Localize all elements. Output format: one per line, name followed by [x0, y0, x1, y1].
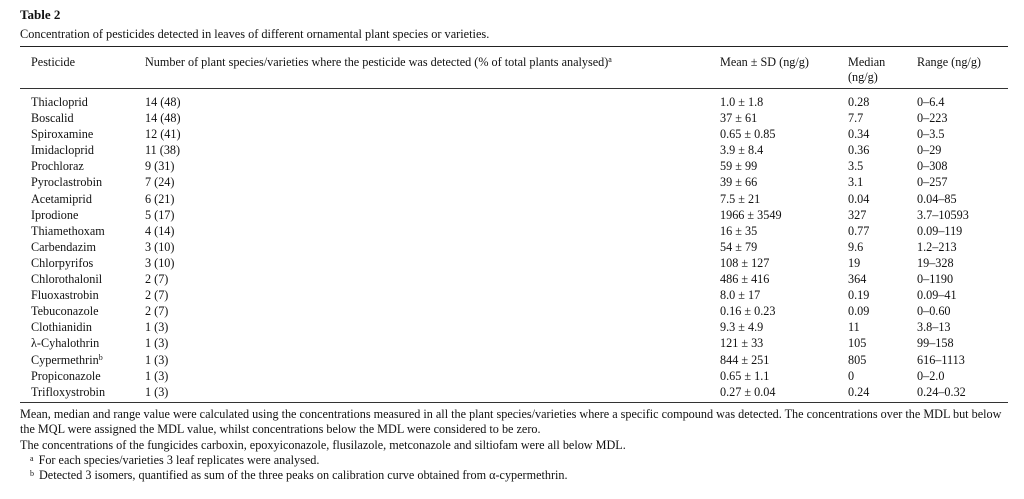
table-row — [0, 271, 1024, 287]
footnote-b-text: Detected 3 isomers, quantified as sum of the three peaks on calibration curve obtained from α-cypermethrin. — [39, 468, 568, 483]
cell-number: 3 (10) — [145, 239, 175, 254]
cell-pesticide — [31, 174, 102, 190]
cell-range: 0–257 — [917, 175, 948, 190]
cell-pesticide — [31, 287, 99, 303]
cell-mean-sd: 16 ± 35 — [720, 223, 758, 238]
table-row — [0, 207, 1024, 223]
cell-pesticide — [31, 207, 78, 223]
cell-mean-sd: 59 ± 99 — [720, 159, 758, 174]
table-row — [0, 335, 1024, 351]
cell-range: 1.2–213 — [917, 239, 957, 254]
cell-mean-sd: 7.5 ± 21 — [720, 191, 761, 206]
cell-number: 1 (3) — [145, 336, 169, 351]
table-row — [0, 174, 1024, 190]
cell-median: 327 — [848, 207, 867, 222]
footnote-a-mark: a — [30, 453, 34, 463]
cell-mean-sd: 0.65 ± 1.1 — [720, 368, 770, 383]
pesticide-name: Chlorothalonil — [31, 272, 103, 287]
table-row — [0, 126, 1024, 142]
cell-pesticide — [31, 335, 99, 351]
pesticide-name: Imidacloprid — [31, 143, 94, 158]
pesticide-name: Thiacloprid — [31, 95, 88, 109]
table-header-rule — [20, 88, 1008, 89]
cell-median: 11 — [848, 320, 860, 335]
pesticide-name: Chlorpyrifos — [31, 255, 94, 270]
cell-median: 0.77 — [848, 223, 870, 238]
cell-mean-sd: 37 ± 61 — [720, 111, 758, 126]
header-number-footnote-mark: a — [608, 55, 612, 64]
cell-pesticide — [31, 110, 74, 126]
note-main: Mean, median and range value were calculated using the concentrations measured in all the plant species/varieties where a specific compound was detected. The concentrations over the MDL but below the MQL were assigned the MDL value, whilst concentrations below the MDL were considered to be zero. — [20, 407, 1002, 437]
cell-median: 3.1 — [848, 175, 864, 190]
cell-mean-sd: 3.9 ± 8.4 — [720, 143, 764, 158]
table-body — [0, 94, 1024, 400]
table-row — [0, 384, 1024, 400]
header-number-text: Number of plant species/varieties where the pesticide was detected (% of total plants analysed) — [145, 55, 609, 69]
cell-range: 0–6.4 — [917, 95, 945, 109]
pesticide-name: Propiconazole — [31, 368, 101, 383]
pesticide-name: Trifloxystrobin — [31, 384, 106, 399]
cell-mean-sd: 39 ± 66 — [720, 175, 758, 190]
table-row — [0, 158, 1024, 174]
cell-median: 364 — [848, 272, 867, 287]
cell-number: 1 (3) — [145, 320, 169, 335]
cell-range: 616–1113 — [917, 352, 965, 367]
cell-range: 3.8–13 — [917, 320, 951, 335]
cell-number: 1 (3) — [145, 352, 169, 367]
pesticide-name: λ-Cyhalothrin — [31, 336, 100, 351]
cell-mean-sd: 54 ± 79 — [720, 239, 758, 254]
cell-range: 0–3.5 — [917, 127, 945, 142]
cell-median: 3.5 — [848, 159, 864, 174]
cell-median: 0 — [848, 368, 855, 383]
pesticide-name: Boscalid — [31, 111, 74, 126]
cell-number: 2 (7) — [145, 288, 169, 303]
cell-median: 9.6 — [848, 239, 864, 254]
cell-number: 11 (38) — [145, 143, 181, 158]
cell-range: 0.04–85 — [917, 191, 957, 206]
pesticide-name: Thiamethoxam — [31, 223, 105, 238]
table-row — [0, 303, 1024, 319]
table-top-rule — [20, 46, 1008, 47]
cell-pesticide — [31, 191, 92, 207]
cell-mean-sd: 108 ± 127 — [720, 255, 770, 270]
cell-pesticide — [31, 223, 105, 239]
table-label: Table 2 — [20, 7, 61, 22]
cell-median: 0.28 — [848, 95, 870, 109]
table-row — [0, 287, 1024, 303]
cell-median: 0.09 — [848, 304, 870, 319]
cell-range: 0–29 — [917, 143, 942, 158]
footnote-b-mark: b — [30, 469, 34, 479]
header-median — [848, 55, 885, 85]
cell-number: 14 (48) — [145, 95, 181, 109]
table-row — [0, 223, 1024, 239]
pesticide-name: Acetamiprid — [31, 191, 92, 206]
table-notes — [20, 407, 1010, 483]
header-range: Range (ng/g) — [917, 55, 981, 69]
cell-pesticide — [31, 271, 102, 287]
cell-pesticide — [31, 255, 93, 271]
pesticide-footnote-mark: b — [98, 352, 103, 362]
cell-median: 0.24 — [848, 384, 870, 399]
table-row — [0, 255, 1024, 271]
cell-number: 1 (3) — [145, 368, 169, 383]
cell-number: 9 (31) — [145, 159, 175, 174]
table-row — [0, 368, 1024, 384]
table-row — [0, 94, 1024, 110]
table-row — [0, 110, 1024, 126]
header-mean: Mean ± SD (ng/g) — [720, 55, 809, 69]
cell-number: 7 (24) — [145, 175, 175, 190]
footnote-a-text: For each species/varieties 3 leaf replicates were analysed. — [38, 452, 320, 467]
table-row — [0, 191, 1024, 207]
cell-range: 0.24–0.32 — [917, 384, 966, 399]
cell-range: 0–2.0 — [917, 368, 945, 383]
pesticide-name: Clothianidin — [31, 320, 92, 335]
cell-number: 3 (10) — [145, 255, 175, 270]
cell-median: 0.19 — [848, 288, 870, 303]
cell-mean-sd: 1.0 ± 1.8 — [720, 95, 764, 109]
table-bottom-rule — [20, 402, 1008, 403]
pesticide-name: Pyroclastrobin — [31, 175, 103, 190]
header-median-line1: Median — [848, 55, 886, 69]
cell-number: 2 (7) — [145, 272, 169, 287]
cell-number: 4 (14) — [145, 223, 175, 238]
cell-median: 105 — [848, 336, 867, 351]
cell-pesticide — [31, 239, 96, 255]
cell-mean-sd: 8.0 ± 17 — [720, 288, 761, 303]
cell-median: 19 — [848, 255, 861, 270]
cell-pesticide — [31, 319, 92, 335]
header-median-line2: (ng/g) — [848, 70, 878, 84]
pesticide-name: Fluoxastrobin — [31, 288, 99, 303]
cell-median: 7.7 — [848, 111, 864, 126]
cell-pesticide — [31, 384, 105, 400]
cell-number: 14 (48) — [145, 111, 181, 126]
footnote-b — [20, 468, 1010, 483]
table-row — [0, 352, 1024, 368]
cell-median: 805 — [848, 352, 867, 367]
cell-pesticide — [31, 94, 88, 110]
cell-pesticide — [31, 158, 84, 174]
cell-pesticide — [31, 352, 103, 368]
pesticide-name: Tebuconazole — [31, 304, 99, 319]
cell-mean-sd: 486 ± 416 — [720, 272, 770, 287]
cell-mean-sd: 121 ± 33 — [720, 336, 764, 351]
cell-range: 19–328 — [917, 255, 954, 270]
cell-range: 0.09–41 — [917, 288, 957, 303]
cell-mean-sd: 0.16 ± 0.23 — [720, 304, 776, 319]
pesticide-name: Spiroxamine — [31, 127, 94, 142]
cell-mean-sd: 0.27 ± 0.04 — [720, 384, 776, 399]
cell-range: 0–308 — [917, 159, 948, 174]
cell-pesticide — [31, 126, 93, 142]
cell-range: 0–1190 — [917, 272, 954, 287]
cell-mean-sd: 1966 ± 3549 — [720, 207, 782, 222]
cell-range: 99–158 — [917, 336, 954, 351]
table-row — [0, 142, 1024, 158]
cell-range: 0–0.60 — [917, 304, 951, 319]
pesticide-name: Carbendazim — [31, 239, 96, 254]
pesticide-name: Cypermethrin — [31, 352, 99, 367]
cell-mean-sd: 844 ± 251 — [720, 352, 770, 367]
cell-median: 0.34 — [848, 127, 870, 142]
cell-median: 0.36 — [848, 143, 870, 158]
cell-number: 6 (21) — [145, 191, 175, 206]
pesticide-name: Prochloraz — [31, 159, 84, 174]
cell-number: 12 (41) — [145, 127, 181, 142]
cell-mean-sd: 0.65 ± 0.85 — [720, 127, 776, 142]
cell-pesticide — [31, 142, 94, 158]
table-row — [0, 239, 1024, 255]
cell-number: 1 (3) — [145, 384, 169, 399]
cell-range: 0.09–119 — [917, 223, 963, 238]
cell-number: 5 (17) — [145, 207, 175, 222]
note-fungicides: The concentrations of the fungicides carboxin, epoxyiconazole, flusilazole, metconazole and siltiofam were all below MDL. — [20, 437, 626, 452]
cell-range: 3.7–10593 — [917, 207, 969, 222]
header-pesticide: Pesticide — [31, 55, 76, 69]
pesticide-name: Iprodione — [31, 207, 79, 222]
cell-median: 0.04 — [848, 191, 870, 206]
table-row — [0, 319, 1024, 335]
cell-pesticide — [31, 368, 101, 384]
cell-pesticide — [31, 303, 99, 319]
footnote-a — [20, 453, 1010, 468]
cell-range: 0–223 — [917, 111, 948, 126]
table-caption: Concentration of pesticides detected in leaves of different ornamental plant species or varieties. — [20, 27, 490, 41]
cell-mean-sd: 9.3 ± 4.9 — [720, 320, 764, 335]
header-number — [145, 55, 612, 70]
cell-number: 2 (7) — [145, 304, 169, 319]
